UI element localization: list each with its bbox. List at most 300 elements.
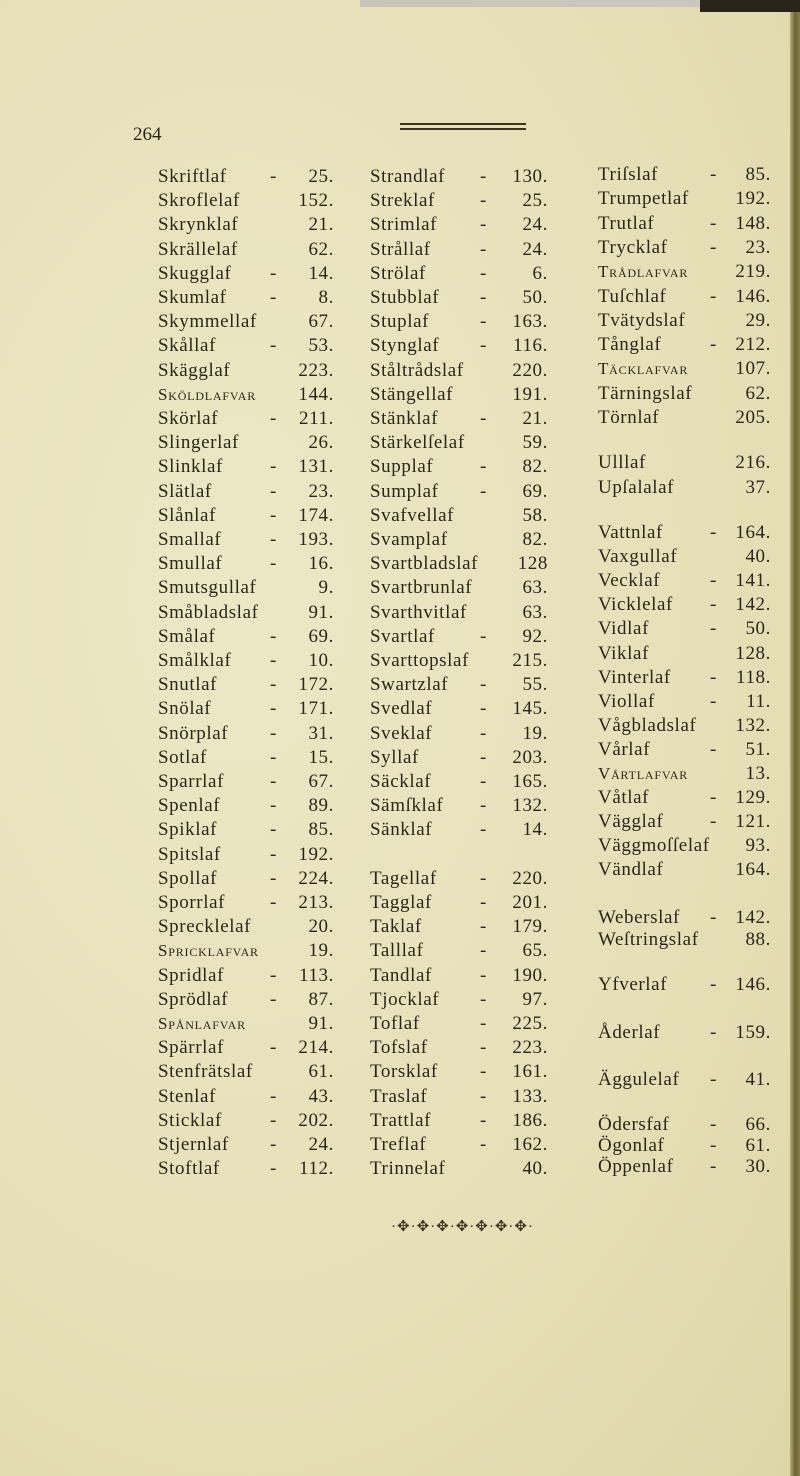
entry-name: Sporrlaf — [158, 892, 226, 913]
index-entry — [370, 746, 548, 770]
index-entry — [158, 1012, 334, 1036]
entry-name: Upſalalaf — [598, 477, 675, 498]
entry-name: Äggulelaf — [598, 1069, 680, 1090]
index-entry — [370, 649, 548, 673]
entry-page-number: 128 — [517, 553, 548, 575]
entry-page-number: 129. — [735, 787, 771, 809]
index-entry — [370, 359, 548, 383]
entry-name: Yfverlaf — [598, 974, 668, 995]
entry-page-number: 128. — [735, 642, 771, 664]
entry-leader-dash: - — [480, 190, 487, 212]
index-entry — [370, 238, 548, 262]
entry-name: Vågbladslaf — [598, 714, 697, 736]
index-entry — [370, 1012, 548, 1036]
entry-leader-dash: - — [480, 674, 487, 696]
entry-page-number: 89. — [308, 795, 334, 817]
entry-name: Skymmellaf — [158, 311, 257, 333]
entry-name: Weſtringslaf — [598, 929, 699, 950]
entry-leader-dash: - — [480, 746, 487, 768]
entry-name: Åderlaf — [598, 1022, 661, 1043]
entry-name: Tagellaf — [370, 867, 437, 889]
index-entry — [370, 915, 548, 939]
entry-name: Öppenlaf — [598, 1156, 674, 1177]
index-entry — [158, 1157, 334, 1181]
entry-page-number: 142. — [735, 907, 771, 928]
entry-name: Vicklelaf — [598, 594, 673, 616]
entry-page-number: 88. — [745, 929, 771, 950]
entry-page-number: 164. — [735, 522, 771, 543]
index-entry — [598, 762, 771, 786]
scan-corner-shadow — [700, 0, 800, 12]
entry-page-number: 40. — [745, 546, 771, 568]
index-entry — [370, 262, 548, 286]
entry-name: Vecklaf — [598, 570, 661, 592]
index-entry — [158, 480, 334, 504]
entry-leader-dash: - — [480, 916, 487, 938]
entry-leader-dash: - — [270, 722, 277, 744]
entry-leader-dash: - — [480, 1109, 487, 1131]
entry-name: Ödersfaf — [598, 1114, 670, 1135]
entry-page-number: 24. — [522, 238, 548, 260]
index-entry — [598, 690, 771, 714]
index-entry — [158, 601, 334, 625]
entry-name: Trattlaf — [370, 1109, 432, 1131]
entry-leader-dash: - — [480, 867, 487, 889]
entry-name: Spollaf — [158, 867, 218, 889]
entry-page-number: 223. — [298, 359, 334, 381]
index-entry — [370, 310, 548, 334]
entry-page-number: 213. — [298, 892, 334, 913]
index-entry — [370, 891, 548, 915]
index-entry — [158, 286, 334, 310]
entry-name: Sumplaf — [370, 480, 439, 502]
page-binding-edge — [790, 12, 800, 1476]
index-entry — [158, 939, 334, 963]
index-entry — [598, 382, 771, 406]
entry-page-number: 132. — [735, 714, 771, 736]
entry-leader-dash: - — [710, 907, 717, 928]
entry-leader-dash: - — [480, 819, 487, 841]
entry-name: Smålklaf — [158, 650, 232, 671]
entry-name: Tjocklaf — [370, 988, 440, 1010]
entry-leader-dash: - — [480, 238, 487, 260]
entry-name: Sotlaf — [158, 746, 207, 768]
entry-page-number: 212. — [735, 334, 771, 356]
entry-name: Talllaf — [370, 940, 424, 962]
entry-page-number: 121. — [735, 811, 771, 833]
entry-page-number: 25. — [522, 190, 548, 212]
entry-leader-dash: - — [480, 335, 487, 357]
entry-leader-dash: - — [270, 1109, 277, 1131]
entry-page-number: 219. — [735, 261, 771, 283]
entry-name: Svartbrunlaf — [370, 577, 473, 599]
entry-name: Spärrlaf — [158, 1037, 224, 1059]
entry-name: Svamplaf — [370, 529, 448, 550]
entry-name: Trycklaf — [598, 236, 668, 258]
index-entry — [598, 333, 771, 357]
index-entry — [158, 673, 334, 697]
index-entry — [598, 1021, 771, 1045]
entry-page-number: 58. — [522, 504, 548, 526]
entry-page-number: 192. — [735, 188, 771, 210]
index-entry — [158, 189, 334, 213]
index-entry — [370, 1109, 548, 1133]
index-entry — [598, 260, 771, 284]
entry-page-number: 69. — [522, 480, 548, 502]
entry-name: Sänklaf — [370, 819, 433, 841]
index-entry — [158, 238, 334, 262]
entry-name: Stenlaf — [158, 1085, 217, 1107]
entry-name: Sparrlaf — [158, 771, 224, 792]
entry-name: Trinnelaf — [370, 1158, 446, 1180]
entry-page-number: 8. — [318, 287, 334, 308]
index-entry — [370, 1060, 548, 1084]
entry-page-number: 220. — [512, 867, 548, 889]
entry-leader-dash: - — [270, 166, 277, 187]
index-entry — [598, 357, 771, 381]
index-entry — [598, 569, 771, 593]
entry-name: Slätlaf — [158, 480, 212, 502]
entry-page-number: 144. — [298, 383, 334, 405]
index-entry — [370, 625, 548, 649]
entry-name: Svarttopslaf — [370, 650, 470, 671]
entry-leader-dash: - — [480, 795, 487, 817]
entry-page-number: 92. — [522, 625, 548, 647]
index-entry — [158, 262, 334, 286]
entry-leader-dash: - — [710, 334, 717, 356]
index-entry — [370, 383, 548, 407]
entry-leader-dash: - — [480, 408, 487, 429]
entry-name: Smålaf — [158, 625, 216, 647]
entry-page-number: 146. — [735, 285, 771, 307]
entry-leader-dash: - — [270, 335, 277, 357]
entry-name: Ögonlaf — [598, 1135, 665, 1156]
entry-page-number: 14. — [308, 262, 334, 284]
page-number: 264 — [133, 124, 162, 145]
entry-page-number: 165. — [512, 771, 548, 792]
entry-name: Viklaf — [598, 642, 649, 664]
entry-name: Skugglaf — [158, 262, 232, 284]
entry-page-number: 21. — [308, 214, 334, 236]
entry-leader-dash: - — [270, 1134, 277, 1155]
entry-page-number: 142. — [735, 594, 771, 616]
index-entry — [158, 697, 334, 721]
entry-page-number: 31. — [308, 722, 334, 744]
entry-leader-dash: - — [480, 892, 487, 913]
index-entry — [370, 407, 548, 431]
entry-leader-dash: - — [710, 690, 717, 712]
entry-page-number: 214. — [298, 1037, 334, 1059]
entry-page-number: 112. — [299, 1158, 334, 1180]
index-entry — [598, 928, 771, 952]
index-entry — [598, 163, 771, 187]
entry-leader-dash: - — [270, 698, 277, 720]
entry-name: Slingerlaf — [158, 432, 239, 454]
entry-page-number: 107. — [735, 358, 771, 380]
entry-leader-dash: - — [480, 456, 487, 478]
index-entry — [158, 552, 334, 576]
entry-name: Smullaf — [158, 553, 223, 575]
index-entry — [158, 746, 334, 770]
entry-name: Vidlaf — [598, 618, 649, 640]
index-entry — [370, 988, 548, 1012]
entry-page-number: 215. — [512, 650, 548, 671]
entry-page-number: 220. — [512, 359, 548, 381]
index-entry — [158, 576, 334, 600]
entry-page-number: 63. — [522, 601, 548, 623]
entry-page-number: 11. — [746, 690, 771, 712]
entry-leader-dash: - — [710, 811, 717, 833]
entry-name: Ståltrådslaf — [370, 359, 464, 381]
index-entry — [598, 666, 771, 690]
entry-page-number: 191. — [512, 383, 548, 405]
entry-name: Svartlaf — [370, 625, 435, 647]
index-entry — [370, 480, 548, 504]
entry-name: Strållaf — [370, 238, 431, 260]
entry-page-number: 203. — [512, 746, 548, 768]
index-entry — [370, 867, 548, 891]
entry-page-number: 145. — [512, 698, 548, 720]
entry-page-number: 148. — [735, 212, 771, 234]
entry-page-number: 113. — [299, 964, 334, 986]
entry-name: Toflaf — [370, 1013, 420, 1034]
entry-page-number: 82. — [522, 456, 548, 478]
entry-page-number: 118. — [736, 666, 771, 688]
entry-page-number: 16. — [308, 553, 334, 575]
entry-name: Spenlaf — [158, 795, 221, 817]
entry-leader-dash: - — [710, 1069, 717, 1090]
entry-name: Småbladslaf — [158, 601, 259, 623]
entry-name: Stubblaf — [370, 287, 440, 308]
entry-name: Tvätydslaf — [598, 309, 686, 331]
entry-leader-dash: - — [710, 666, 717, 688]
entry-page-number: 15. — [308, 746, 334, 768]
entry-leader-dash: - — [710, 522, 717, 543]
entry-name: Strölaf — [370, 262, 426, 284]
entry-leader-dash: - — [270, 795, 277, 817]
entry-page-number: 162. — [512, 1134, 548, 1155]
entry-page-number: 24. — [522, 214, 548, 236]
entry-leader-dash: - — [270, 262, 277, 284]
entry-name: Skroflelaf — [158, 190, 240, 212]
entry-leader-dash: - — [480, 698, 487, 720]
entry-page-number: 193. — [298, 529, 334, 550]
entry-name: Skriftlaf — [158, 166, 227, 187]
entry-name: Tärningslaf — [598, 382, 693, 404]
index-entry — [370, 334, 548, 358]
index-entry — [158, 1036, 334, 1060]
entry-leader-dash: - — [710, 594, 717, 616]
entry-leader-dash: - — [480, 1013, 487, 1034]
entry-leader-dash: - — [270, 771, 277, 792]
entry-page-number: 26. — [308, 432, 334, 454]
entry-page-number: 172. — [298, 674, 334, 696]
entry-name: Snörplaf — [158, 722, 229, 744]
index-entry — [598, 858, 771, 882]
entry-page-number: 216. — [735, 452, 771, 473]
entry-page-number: 91. — [308, 601, 334, 623]
entry-name: Skörlaf — [158, 408, 219, 429]
entry-leader-dash: - — [270, 1037, 277, 1059]
entry-page-number: 179. — [512, 916, 548, 938]
entry-name: Snutlaf — [158, 674, 218, 696]
entry-page-number: 132. — [512, 795, 548, 817]
index-entry — [158, 310, 334, 334]
index-entry — [598, 906, 771, 930]
index-entry — [158, 818, 334, 842]
index-entry — [598, 642, 771, 666]
entry-name: Trumpetlaf — [598, 188, 689, 210]
entry-name: Sveklaf — [370, 722, 433, 744]
index-entry — [158, 213, 334, 237]
index-entry — [598, 714, 771, 738]
index-entry — [598, 212, 771, 236]
entry-name: Tuſchlaf — [598, 285, 667, 307]
entry-page-number: 67. — [308, 311, 334, 333]
entry-name: Vägglaf — [598, 811, 664, 833]
index-entry — [158, 504, 334, 528]
entry-leader-dash: - — [710, 1022, 717, 1043]
entry-page-number: 41. — [745, 1069, 771, 1090]
entry-name: Skrynklaf — [158, 214, 239, 236]
entry-leader-dash: - — [480, 625, 487, 647]
entry-page-number: 146. — [735, 974, 771, 995]
entry-page-number: 51. — [745, 738, 771, 760]
entry-name: Vattnlaf — [598, 522, 663, 543]
header-double-rule — [400, 123, 526, 131]
entry-page-number: 159. — [735, 1022, 771, 1043]
entry-name: Tandlaf — [370, 964, 432, 986]
entry-page-number: 192. — [298, 843, 334, 865]
entry-leader-dash: - — [270, 819, 277, 841]
index-entry — [370, 722, 548, 746]
entry-leader-dash: - — [710, 1135, 717, 1156]
entry-name: Snölaf — [158, 698, 212, 720]
entry-name: Tagglaf — [370, 892, 432, 913]
entry-name: Treflaf — [370, 1134, 427, 1155]
entry-page-number: 85. — [308, 819, 334, 841]
entry-name: Skägglaf — [158, 359, 231, 381]
entry-page-number: 141. — [735, 570, 771, 592]
entry-name: Spånlafvar — [158, 1014, 246, 1033]
entry-name: Spitslaf — [158, 843, 221, 865]
entry-leader-dash: - — [270, 1158, 277, 1180]
index-entry — [370, 818, 548, 842]
index-entry — [598, 545, 771, 569]
entry-page-number: 201. — [512, 892, 548, 913]
entry-leader-dash: - — [270, 408, 277, 429]
entry-name: Trutlaf — [598, 212, 655, 234]
index-entry — [370, 1036, 548, 1060]
entry-leader-dash: - — [710, 618, 717, 640]
entry-leader-dash: - — [480, 964, 487, 986]
entry-page-number: 23. — [745, 236, 771, 258]
entry-name: Strandlaf — [370, 166, 446, 187]
entry-page-number: 66. — [745, 1114, 771, 1135]
index-entry — [598, 236, 771, 260]
entry-page-number: 30. — [745, 1156, 771, 1177]
entry-leader-dash: - — [270, 964, 277, 986]
index-entry — [158, 407, 334, 431]
index-entry — [598, 285, 771, 309]
entry-leader-dash: - — [270, 650, 277, 671]
entry-page-number: 67. — [308, 771, 334, 792]
index-entry — [598, 309, 771, 333]
index-entry — [158, 915, 334, 939]
entry-page-number: 29. — [745, 309, 771, 331]
entry-leader-dash: - — [480, 1037, 487, 1059]
entry-name: Viollaf — [598, 690, 655, 712]
entry-name: Sprödlaf — [158, 988, 229, 1010]
entry-page-number: 62. — [745, 382, 771, 404]
entry-name: Svafvellaf — [370, 504, 455, 526]
index-entry — [158, 964, 334, 988]
entry-leader-dash: - — [480, 1061, 487, 1083]
entry-name: Vårlaf — [598, 738, 651, 760]
entry-name: Stänklaf — [370, 408, 439, 429]
entry-name: Spridlaf — [158, 964, 225, 986]
entry-page-number: 163. — [512, 311, 548, 333]
index-entry — [598, 593, 771, 617]
entry-leader-dash: - — [270, 456, 277, 478]
index-entry — [370, 1133, 548, 1157]
entry-name: Vändlaf — [598, 859, 664, 881]
entry-name: Vårtlafvar — [598, 764, 689, 783]
entry-page-number: 202. — [298, 1109, 334, 1131]
entry-name: Smallaf — [158, 529, 222, 550]
entry-leader-dash: - — [480, 480, 487, 502]
index-entry — [158, 843, 334, 867]
entry-name: Ulllaf — [598, 452, 646, 473]
entry-name: Weberslaf — [598, 907, 680, 928]
entry-page-number: 63. — [522, 577, 548, 599]
index-entry — [598, 738, 771, 762]
entry-page-number: 10. — [308, 650, 334, 671]
index-entry — [370, 431, 548, 455]
entry-name: Svartbladslaf — [370, 553, 479, 575]
entry-page-number: 65. — [522, 940, 548, 962]
entry-leader-dash: - — [270, 746, 277, 768]
entry-page-number: 50. — [522, 287, 548, 308]
entry-name: Slånlaf — [158, 504, 217, 526]
entry-leader-dash: - — [480, 262, 487, 284]
index-entry — [370, 504, 548, 528]
entry-leader-dash: - — [710, 1114, 717, 1135]
entry-page-number: 223. — [512, 1037, 548, 1059]
scan-edge-strip — [360, 0, 700, 7]
entry-name: Streklaf — [370, 190, 435, 212]
entry-page-number: 24. — [308, 1134, 334, 1155]
index-entry — [158, 891, 334, 915]
entry-page-number: 20. — [308, 916, 334, 938]
entry-page-number: 53. — [308, 335, 334, 357]
index-entry — [370, 673, 548, 697]
entry-page-number: 82. — [522, 529, 548, 550]
entry-leader-dash: - — [480, 214, 487, 236]
entry-leader-dash: - — [270, 625, 277, 647]
entry-name: Slinklaf — [158, 456, 223, 478]
entry-leader-dash: - — [710, 236, 717, 258]
entry-page-number: 152. — [298, 190, 334, 212]
entry-page-number: 224. — [298, 867, 334, 889]
entry-page-number: 205. — [735, 407, 771, 428]
entry-name: Svedlaf — [370, 698, 433, 720]
index-entry — [598, 406, 771, 430]
index-entry — [370, 697, 548, 721]
entry-name: Skrällelaf — [158, 238, 238, 260]
index-entry — [370, 1085, 548, 1109]
entry-page-number: 164. — [735, 859, 771, 881]
